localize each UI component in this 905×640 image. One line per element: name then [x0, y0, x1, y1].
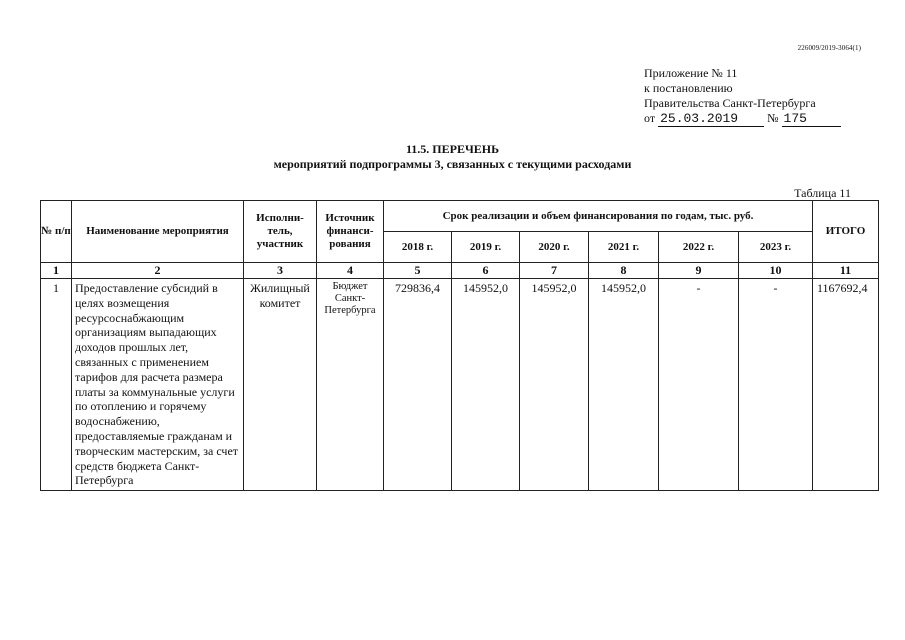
column-number: 11 [813, 263, 879, 279]
document-code: 226009/2019-3064(1) [797, 44, 861, 52]
column-number: 5 [384, 263, 452, 279]
table-label: Таблица 11 [794, 186, 851, 200]
column-number: 7 [520, 263, 589, 279]
resolution-number: 175 [782, 111, 841, 127]
appendix-block [644, 66, 841, 127]
appendix-date-line [644, 111, 841, 127]
row-value-2018: 729836,4 [384, 279, 452, 491]
title-line-1: 11.5. ПЕРЕЧЕНЬ [405, 142, 500, 156]
column-number: 8 [589, 263, 659, 279]
header-year-2021: 2021 г. [589, 232, 659, 263]
row-exec: Жилищный комитет [244, 279, 317, 491]
header-name: Наименование мероприятия [72, 201, 244, 263]
header-year-2023: 2023 г. [739, 232, 813, 263]
table-row [41, 279, 879, 491]
column-number: 2 [72, 263, 244, 279]
measures-table [40, 200, 879, 491]
row-name: Предоставление субсидий в целях возмещения ресурсоснабжающим организациям выпадающих доходов прошлых лет, связанных с применением тарифов для расчета размера платы за коммунальные услуги по отоплению и горячему водоснабжению, предоставляемые гражданам и творческим мастерским, за счет средств бюджета Санкт-Петербурга [72, 279, 244, 491]
row-value-2022: - [659, 279, 739, 491]
from-label: от [644, 111, 656, 125]
row-value-2021: 145952,0 [589, 279, 659, 491]
header-year-2020: 2020 г. [520, 232, 589, 263]
header-total: ИТОГО [813, 201, 879, 263]
header-source: Источник финанси-рования [317, 201, 384, 263]
column-number-row [41, 263, 879, 279]
header-row-1 [41, 201, 879, 232]
appendix-line-2: к постановлению [644, 81, 733, 95]
header-year-2019: 2019 г. [452, 232, 520, 263]
row-value-2019: 145952,0 [452, 279, 520, 491]
title-line-2: мероприятий подпрограммы 3, связанных с текущими расходами [273, 157, 632, 171]
column-number: 10 [739, 263, 813, 279]
number-label: № [767, 111, 779, 125]
column-number: 1 [41, 263, 72, 279]
column-number: 9 [659, 263, 739, 279]
row-total: 1167692,4 [813, 279, 879, 491]
header-num: № п/п [41, 201, 72, 263]
row-value-2020: 145952,0 [520, 279, 589, 491]
document-title [0, 142, 905, 172]
header-exec: Исполни-тель, участник [244, 201, 317, 263]
row-source: Бюджет Санкт-Петербурга [317, 279, 384, 491]
row-num: 1 [41, 279, 72, 491]
appendix-line-1: Приложение № 11 [644, 66, 738, 80]
column-number: 4 [317, 263, 384, 279]
row-value-2023: - [739, 279, 813, 491]
header-year-2018: 2018 г. [384, 232, 452, 263]
column-number: 3 [244, 263, 317, 279]
header-period: Срок реализации и объем финансирования по годам, тыс. руб. [384, 201, 813, 232]
header-year-2022: 2022 г. [659, 232, 739, 263]
column-number: 6 [452, 263, 520, 279]
resolution-date: 25.03.2019 [658, 111, 764, 127]
appendix-line-3: Правительства Санкт-Петербурга [644, 96, 816, 110]
